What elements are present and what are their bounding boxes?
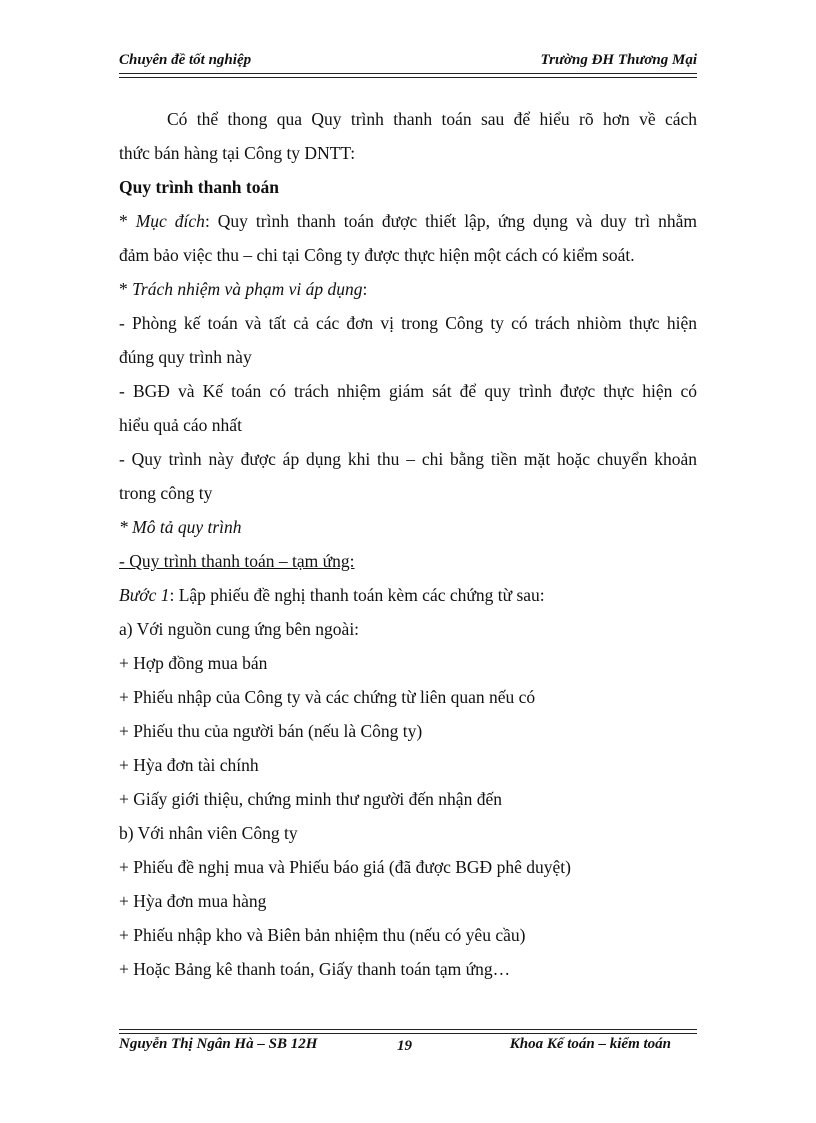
list-item: + Hỳa đơn mua hàng	[119, 891, 267, 911]
document-body	[119, 102, 697, 986]
purpose-label: Mục đích	[135, 211, 205, 231]
list-item: + Phiếu nhập kho và Biên bản nhiệm thu (nếu có yêu cầu)	[119, 925, 526, 945]
header-rule-thick	[119, 73, 697, 74]
header-rule-thin	[119, 77, 697, 78]
footer-author: Nguyễn Thị Ngân Hà – SB 12H	[119, 1036, 318, 1052]
paragraph: Bước 1: Lập phiếu đề nghị thanh toán kèm các chứng từ sau:	[119, 585, 545, 605]
paragraph: hiểu quả cáo nhất	[119, 415, 242, 435]
paragraph: trong công ty	[119, 483, 213, 503]
footer-rule-thick	[119, 1033, 697, 1034]
process-heading: - Quy trình thanh toán – tạm ứng:	[119, 551, 355, 571]
paragraph: đảm bảo việc thu – chi tại Công ty được thực hiện một cách có kiểm soát.	[119, 245, 635, 265]
list-item: + Hợp đồng mua bán	[119, 653, 268, 673]
paragraph: Có thể thong qua Quy trình thanh toán sau để hiểu rõ hơn về cách	[167, 109, 697, 129]
paragraph: - Quy trình này được áp dụng khi thu – chi bằng tiền mặt hoặc chuyển khoản	[119, 449, 697, 469]
page-number: 19	[397, 1038, 412, 1054]
paragraph: - BGĐ và Kế toán có trách nhiệm giám sát để quy trình được thực hiện có	[119, 381, 697, 401]
paragraph: đúng quy trình này	[119, 347, 252, 367]
header-right: Trường ĐH Thương Mại	[540, 52, 697, 68]
list-item: + Phiếu thu của người bán (nếu là Công ty)	[119, 721, 423, 741]
footer-rule-thin	[119, 1029, 697, 1030]
list-heading: b) Với nhân viên Công ty	[119, 823, 298, 843]
list-item: + Phiếu nhập của Công ty và các chứng từ liên quan nếu có	[119, 687, 536, 707]
page-header	[119, 52, 697, 74]
paragraph: * Mục đích: Quy trình thanh toán được thiết lập, ứng dụng và duy trì nhằm	[119, 211, 697, 231]
list-item: + Hỳa đơn tài chính	[119, 755, 259, 775]
footer-department: Khoa Kế toán – kiểm toán	[509, 1036, 671, 1052]
paragraph: thức bán hàng tại Công ty DNTT:	[119, 143, 356, 163]
scope-label: Trách nhiệm và phạm vi áp dụng	[132, 279, 363, 299]
subheading: * Mô tả quy trình	[119, 517, 242, 537]
section-heading: Quy trình thanh toán	[119, 177, 279, 197]
step-label: Bước 1	[119, 585, 170, 605]
list-item: + Hoặc Bảng kê thanh toán, Giấy thanh toán tạm ứng…	[119, 959, 511, 979]
header-left: Chuyên đề tốt nghiệp	[119, 52, 252, 68]
list-item: + Giấy giới thiệu, chứng minh thư người đến nhận đến	[119, 789, 502, 809]
list-item: + Phiếu đề nghị mua và Phiếu báo giá (đã được BGĐ phê duyệt)	[119, 857, 571, 877]
list-heading: a) Với nguồn cung ứng bên ngoài:	[119, 619, 360, 639]
paragraph: - Phòng kế toán và tất cả các đơn vị trong Công ty có trách nhiòm thực hiện	[119, 313, 697, 333]
page-footer	[119, 1036, 697, 1058]
paragraph: * Trách nhiệm và phạm vi áp dụng:	[119, 279, 368, 299]
